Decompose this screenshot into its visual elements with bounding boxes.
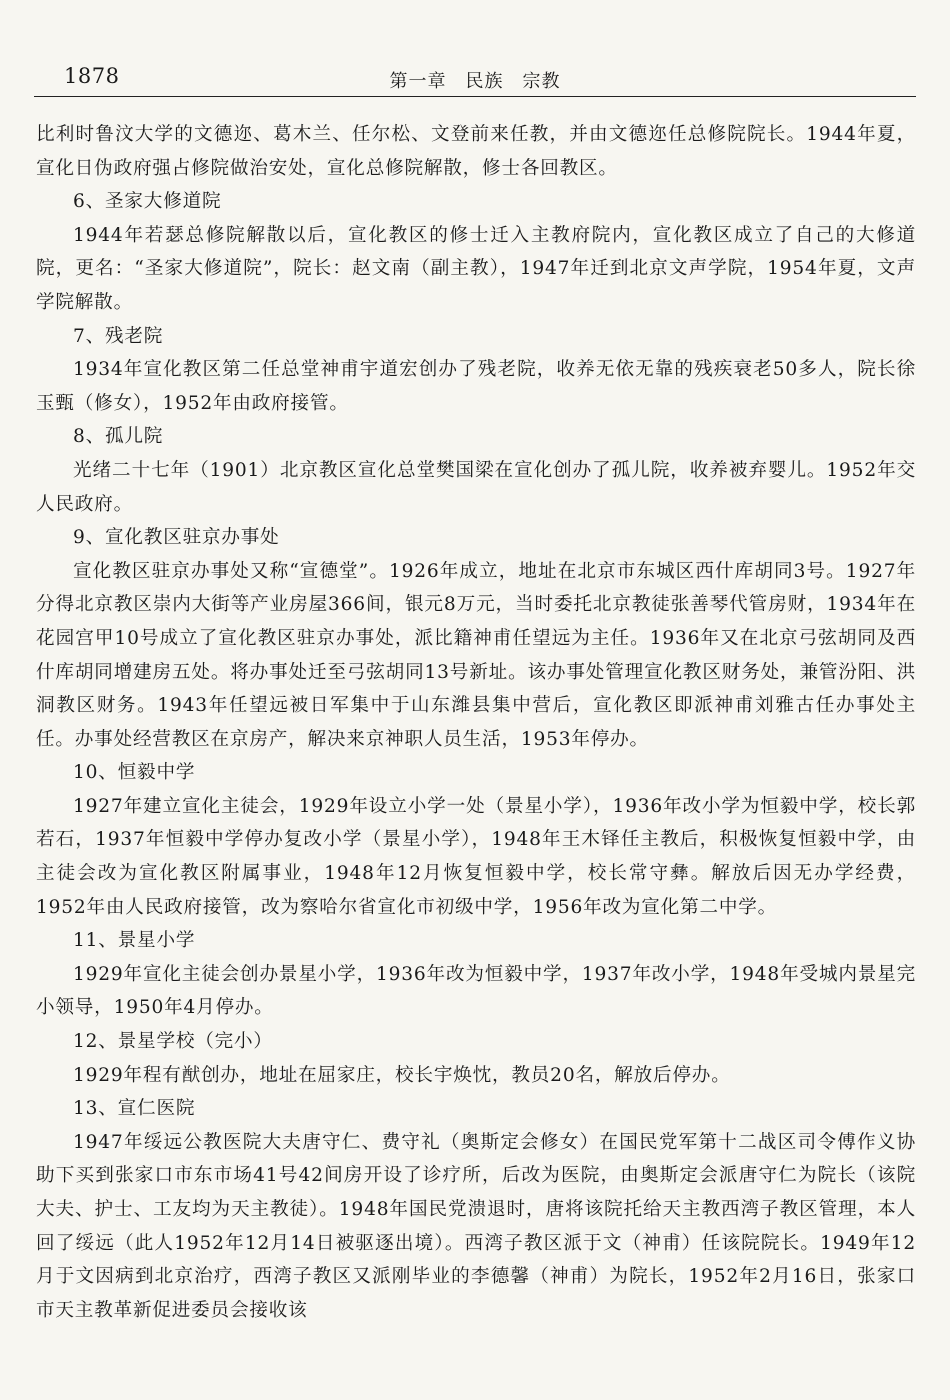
section-heading: 8、孤儿院 [73,426,164,448]
paragraph: 比利时鲁汶大学的文德迩、葛木兰、任尔松、文登前来任教，并由文德迩任总修院院长。1944年夏，宣化日伪政府强占修院做治安处，宣化总修院解散，修士各回教区。 [36,124,916,179]
paragraph: 宣化教区驻京办事处又称“宣德堂”。1926年成立，地址在北京市东城区西什库胡同3号。1927年分得北京教区崇内大街等产业房屋366间，银元8万元，当时委托北京教徒张善琴代管房财，1934年在花园宫甲10号成立了宣化教区驻京办事处，派比籍神甫任望远为主任。1936年又在北京弓弦胡同及西什库胡同增建房五处。将办事处迁至弓弦胡同13号新址。该办事处管理宣化教区财务处，兼管汾阳、洪洞教区财务。1943年任望远被日军集中于山东潍县集中营后，宣化教区即派神甫刘雅古任办事处主任。办事处经营教区在京房产，解决来京神职人员生活，1953年停办。 [36,560,916,750]
body-text [36,118,916,1327]
paragraph: 1929年程有猷创办，地址在屈家庄，校长宇焕忱，教员20名，解放后停办。 [73,1064,731,1086]
paragraph: 光绪二十七年（1901）北京教区宣化总堂樊国梁在宣化创办了孤儿院，收养被弃婴儿。1952年交人民政府。 [36,459,916,515]
section-heading: 12、景星学校（完小） [73,1031,273,1053]
running-title: 第一章 民族 宗教 [389,71,561,92]
section-heading: 13、宣仁医院 [73,1098,196,1120]
paragraph: 1944年若瑟总修院解散以后，宣化教区的修士迁入主教府院内，宣化教区成立了自己的大修道院，更名：“圣家大修道院”，院长：赵文南（副主教），1947年迁到北京文声学院，1954年夏，文声学院解散。 [36,224,916,313]
page-number: 1878 [64,64,120,88]
paragraph: 1947年绥远公教医院大夫唐守仁、费守礼（奥斯定会修女）在国民党军第十二战区司令傅作义协助下买到张家口市东市场41号42间房开设了诊疗所，后改为医院，由奥斯定会派唐守仁为院长（该院大夫、护士、工友均为天主教徒）。1948年国民党溃退时，唐将该院托给天主教西湾子教区管理，本人回了绥远（此人1952年12月14日被驱逐出境）。西湾子教区派于文（神甫）任该院院长。1949年12月于文因病到北京治疗，西湾子教区又派刚毕业的李德馨（神甫）为院长，1952年2月16日，张家口市天主教革新促进委员会接收该 [36,1131,916,1321]
section-heading: 11、景星小学 [73,930,196,952]
paragraph: 1929年宣化主徒会创办景星小学，1936年改为恒毅中学，1937年改小学，1948年受城内景星完小领导，1950年4月停办。 [36,963,916,1019]
section-heading: 7、残老院 [73,325,164,347]
paragraph: 1934年宣化教区第二任总堂神甫宇道宏创办了残老院，收养无依无靠的残疾衰老50多人，院长徐玉甄（修女），1952年由政府接管。 [36,359,916,414]
section-heading: 10、恒毅中学 [73,762,196,784]
paragraph: 1927年建立宣化主徒会，1929年设立小学一处（景星小学），1936年改小学为恒毅中学，校长郭若石，1937年恒毅中学停办复改小学（景星小学），1948年王木铎任主教后，积极恢复恒毅中学，由主徒会改为宣化教区附属事业，1948年12月恢复恒毅中学，校长常守彝。解放后因无办学经费，1952年由人民政府接管，改为察哈尔省宣化市初级中学，1956年改为宣化第二中学。 [36,795,916,918]
page-header [34,62,916,97]
section-heading: 9、宣化教区驻京办事处 [73,527,280,549]
section-heading: 6、圣家大修道院 [73,191,222,213]
